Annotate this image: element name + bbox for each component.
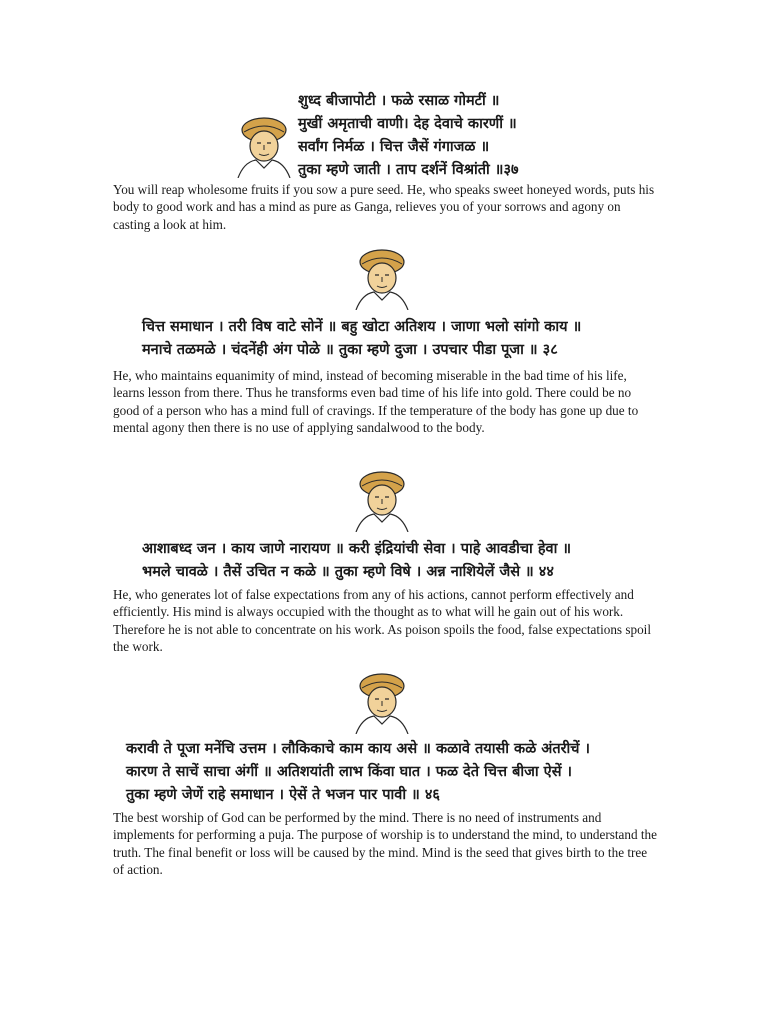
saint-portrait-4 — [348, 668, 416, 738]
translation-2: He, who maintains equanimity of mind, instead of becoming miserable in the bad time of his life, learns lesson from there. Thus he transforms even bad time of his life into gold. There could be no good of a person who has a mind full of cravings. If the temperature of the body has gone up due to mental agony then there is no use of applying sandalwood to the body. — [113, 368, 639, 436]
verse-1: शुध्द बीजापोटी । फळे रसाळ गोमटीं ॥ मुखीं अमृताची वाणी। देह देवाचे कारणीं ॥ सर्वांग निर्मळ । चित्त जैसें गंगाजळ ॥ तुका म्हणे जाती । ताप दर्शनें विश्रांती ॥३७ — [298, 93, 519, 178]
verse-3: आशाबध्द जन । काय जाणे नारायण ॥ करी इंद्रियांची सेवा । पाहे आवडीचा हेवा ॥ भमले चावळे । तैसें उचित न कळे ॥ तुका म्हणे विषे । अन्न नाशियेलें जैसे ॥ ४४ — [142, 541, 572, 580]
translation-1: You will reap wholesome fruits if you sow a pure seed. He, who speaks sweet honeyed words, puts his body to good work and has a mind as pure as Ganga, relieves you of your sorrows and agony on casting a look at him. — [113, 182, 655, 232]
saint-portrait-2 — [348, 244, 416, 314]
translation-3: He, who generates lot of false expectations from any of his actions, cannot perform effectively and efficiently. His mind is always occupied with the thought as to what will he gain out of his work. Therefore he is not able to concentrate on his work. As poison spoils the food, false expectations spoil the work. — [113, 587, 651, 655]
translation-4: The best worship of God can be performed by the mind. There is no need of instruments and implements for performing a puja. The purpose of worship is to understand the mind, to understand the truth. The final benefit or loss will be caused by the mind. Mind is the seed that gives birth to the tree of action. — [113, 810, 657, 878]
verse-4: करावी ते पूजा मनेंचि उत्तम । लौकिकाचे काम काय असे ॥ कळावे तयासी कळे अंतरीचें । कारण ते साचें साचा अंगीं ॥ अतिशयांती लाभ किंवा घात । फळ देते चित्त बीजा ऐसें । तुका म्हणे जेणें राहे समाधान । ऐसें ते भजन पार पावी ॥ ४६ — [126, 741, 591, 803]
saint-portrait-3 — [348, 466, 416, 536]
verse-2: चित्त समाधान । तरी विष वाटे सोनें ॥ बहु खोटा अतिशय । जाणा भलो सांगो काय ॥ मनाचे तळमळे । चंदनेंही अंग पोळे ॥ तुका म्हणे दुजा । उपचार पीडा पूजा ॥ ३८ — [142, 319, 582, 358]
saint-portrait-1 — [230, 112, 298, 182]
